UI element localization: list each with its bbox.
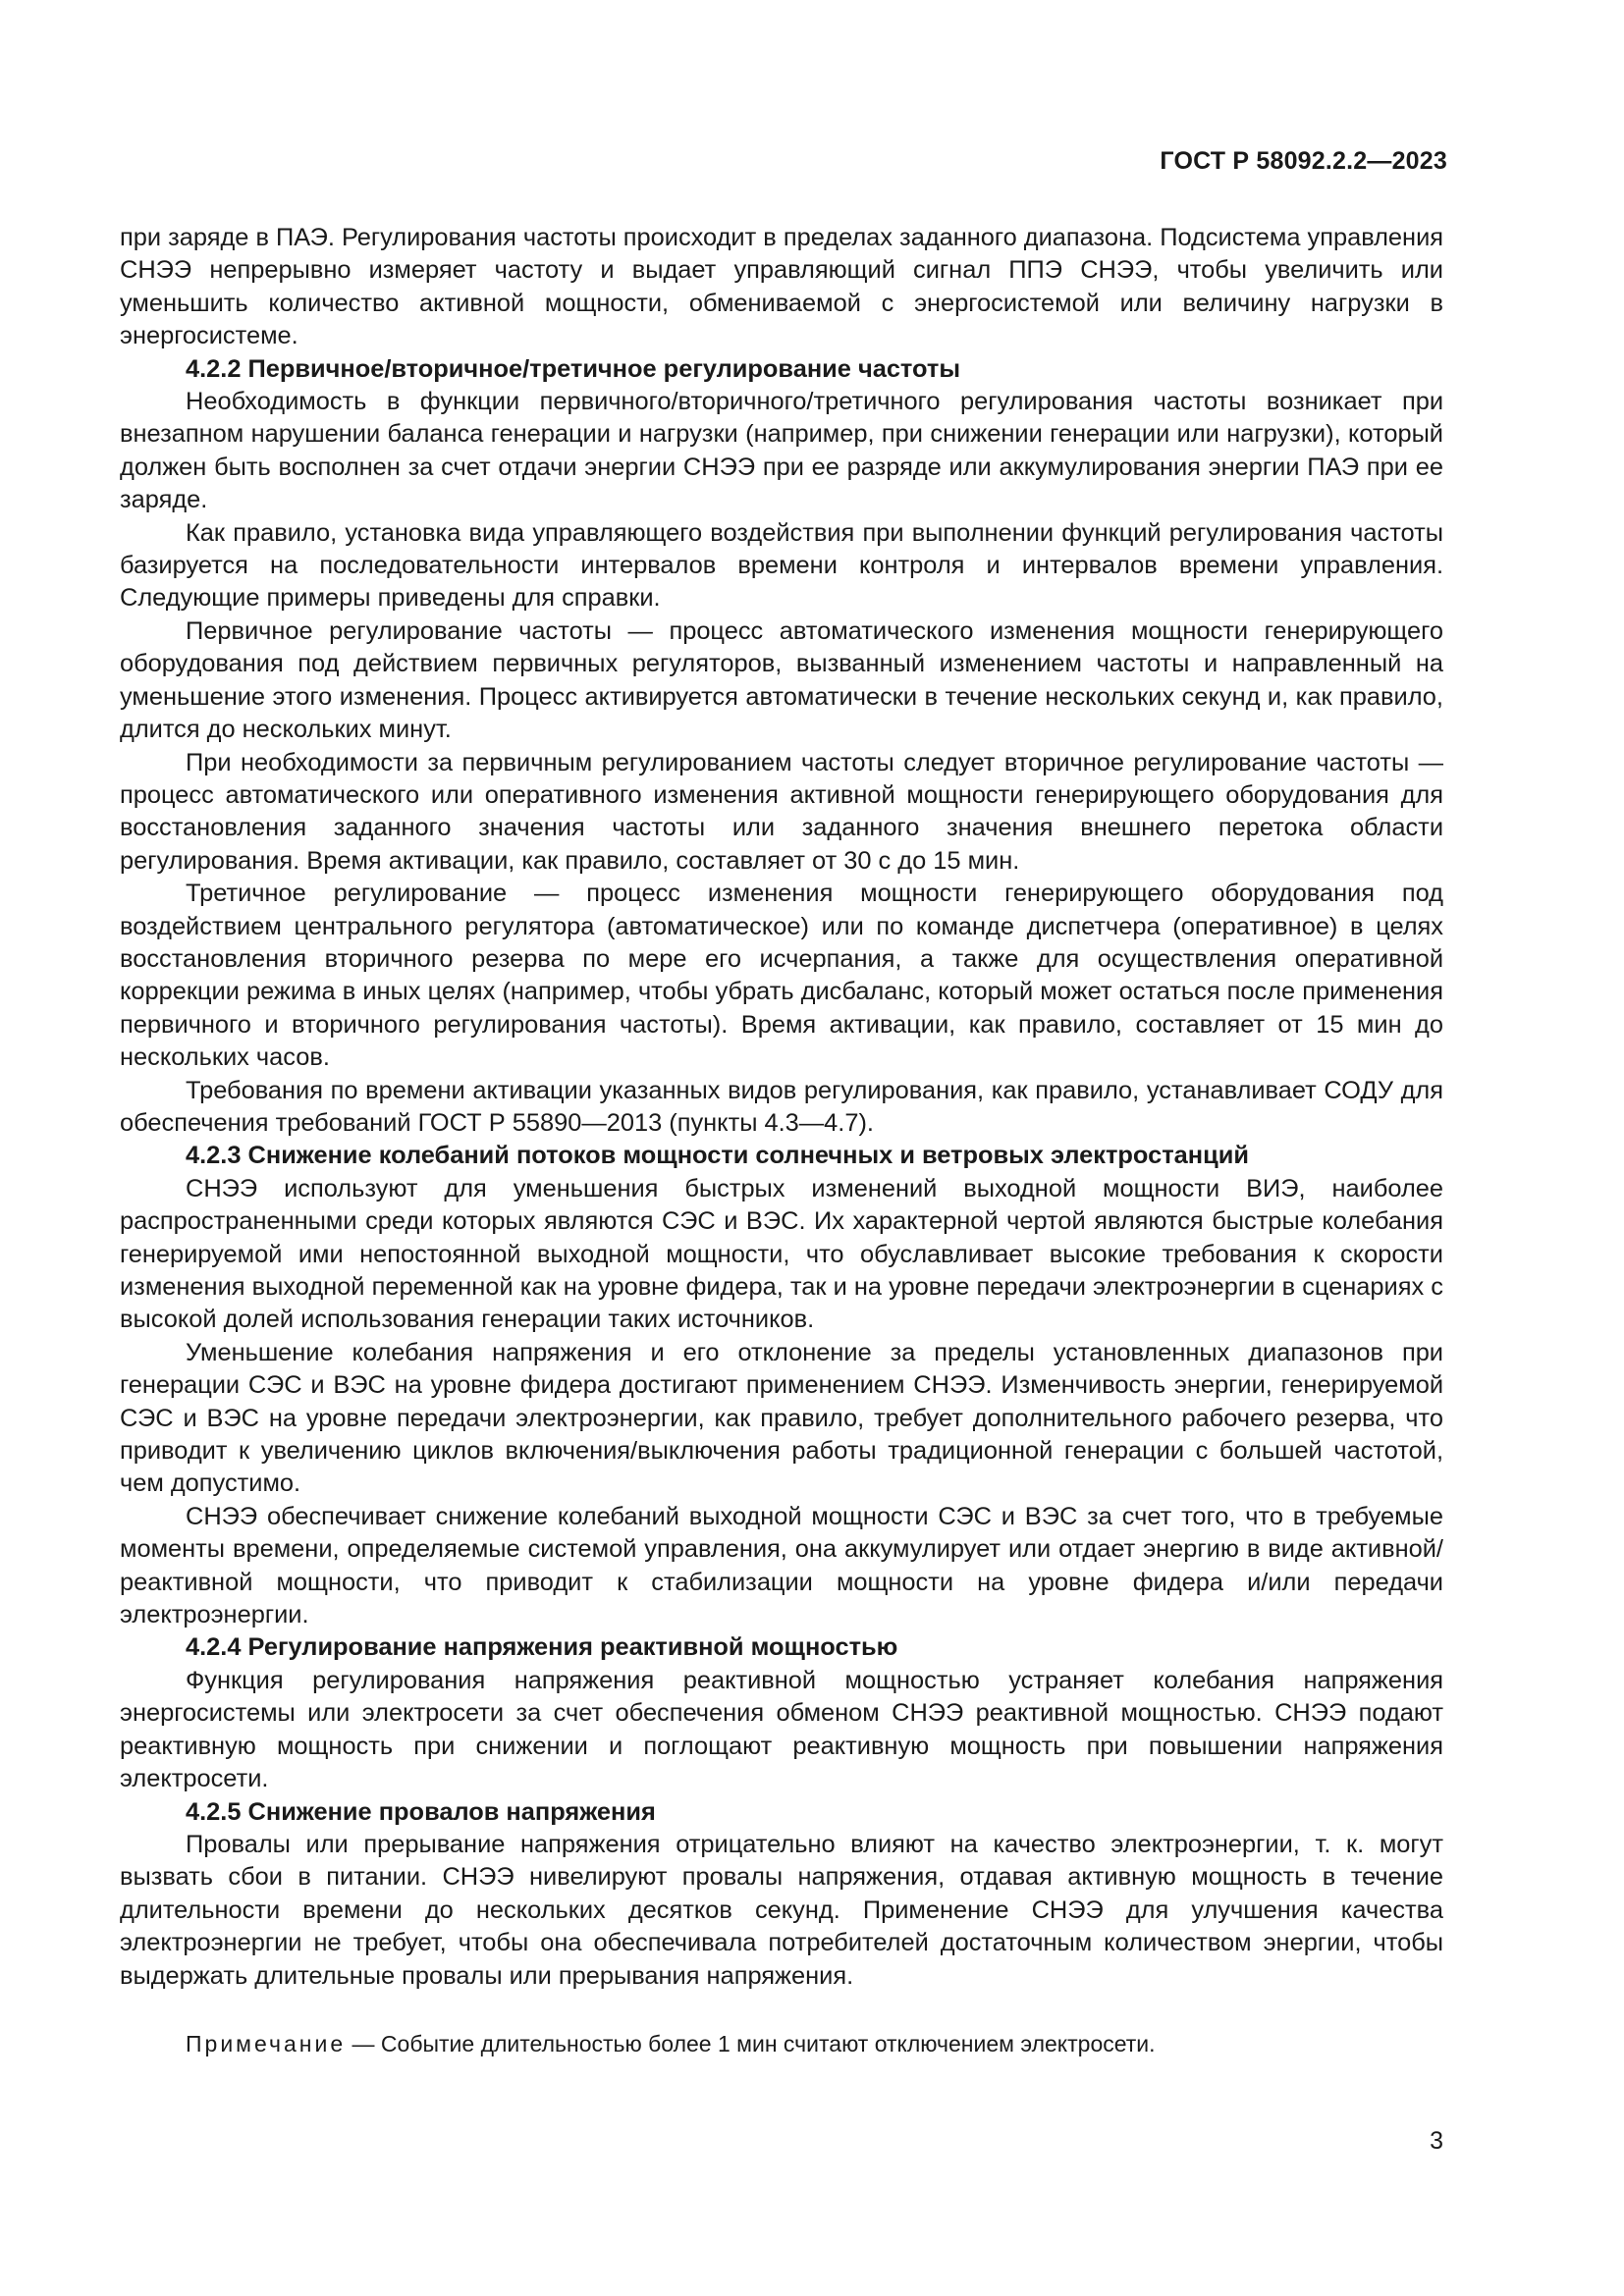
paragraph: Требования по времени активации указанных видов регулирования, как правило, устанавливает СОДУ для обеспечения требований ГОСТ Р 55890—2013 (пункты 4.3—4.7).: [120, 1076, 1443, 1137]
note-label: Примечание: [186, 2031, 347, 2056]
paragraph: Необходимость в функции первичного/вторичного/третичного регулирования частоты возникает при внезапном нарушении баланса генерации и нагрузки (например, при снижении генерации или нагрузки), который должен быть восполнен за счет отдачи энергии СНЭЭ при ее разряде или аккумулирования энергии ПАЭ при ее заряде.: [120, 388, 1443, 514]
paragraph: Провалы или прерывание напряжения отрицательно влияют на качество электроэнергии, т. к. могут вызвать сбои в питании. СНЭЭ нивелируют провалы напряжения, отдавая активную мощность в течение длительности времени до нескольких десятков секунд. Применение СНЭЭ для улучшения качества электроэнергии не требует, чтобы она обеспечивала потребителей достаточным количеством энергии, чтобы выдержать длительные провалы или прерывания напряжения.: [120, 1830, 1443, 1990]
section-heading-4-2-2: 4.2.2 Первичное/вторичное/третичное регулирование частоты: [186, 354, 961, 383]
section-heading-4-2-4: 4.2.4 Регулирование напряжения реактивной мощностью: [186, 1633, 898, 1662]
note-text: — Событие длительностью более 1 мин считают отключением электросети.: [346, 2031, 1156, 2056]
document-body: [120, 222, 1443, 1993]
paragraph-continuation: при заряде в ПАЭ. Регулирования частоты происходит в пределах заданного диапазона. Подсистема управления СНЭЭ непрерывно измеряет частоту и выдает управляющий сигнал ППЭ СНЭЭ, чтобы увеличить или уменьшить количество активной мощности, обмениваемой с энергосистемой или величину нагрузки в энергосистеме.: [120, 224, 1444, 350]
section-heading-4-2-3: 4.2.3 Снижение колебаний потоков мощности солнечных и ветровых электростанций: [186, 1142, 1249, 1170]
paragraph: Первичное регулирование частоты — процесс автоматического изменения мощности генерирующего оборудования под действием первичных регуляторов, вызванный изменением частоты и направленный на уменьшение этого изменения. Процесс активируется автоматически в течение нескольких секунд и, как правило, длится до нескольких минут.: [120, 616, 1443, 744]
page-number: 3: [1430, 2127, 1443, 2155]
section-heading-4-2-5: 4.2.5 Снижение провалов напряжения: [186, 1797, 656, 1826]
paragraph: СНЭЭ обеспечивает снижение колебаний выходной мощности СЭС и ВЭС за счет того, что в требуемые моменты времени, определяемые системой управления, она аккумулирует или отдает энергию в виде активной/реактивной мощности, что приводит к стабилизации мощности на уровне фидера и/или передачи электроэнергии.: [120, 1502, 1443, 1629]
paragraph: Функция регулирования напряжения реактивной мощностью устраняет колебания напряжения энергосистемы или электросети за счет обеспечения обменом СНЭЭ реактивной мощностью. СНЭЭ подают реактивную мощность при снижении и поглощают реактивную мощность при повышении напряжения электросети.: [120, 1666, 1443, 1793]
note: [186, 2029, 1462, 2058]
document-code: ГОСТ Р 58092.2.2—2023: [1160, 147, 1447, 175]
paragraph: СНЭЭ используют для уменьшения быстрых изменений выходной мощности ВИЭ, наиболее распространенными среди которых являются СЭС и ВЭС. Их характерной чертой являются быстрые колебания генерируемой ими непостоянной выходной мощности, что обуславливает высокие требования к скорости изменения выходной переменной как на уровне фидера, так и на уровне передачи электроэнергии в сценариях с высокой долей использования генерации таких источников.: [120, 1174, 1443, 1334]
paragraph: Уменьшение колебания напряжения и его отклонение за пределы установленных диапазонов при генерации СЭС и ВЭС на уровне фидера достигают применением СНЭЭ. Изменчивость энергии, генерируемой СЭС и ВЭС на уровне передачи электроэнергии, как правило, требует дополнительного рабочего резерва, что приводит к увеличению циклов включения/выключения работы традиционной генерации с большей частотой, чем допустимо.: [120, 1338, 1443, 1498]
paragraph: Третичное регулирование — процесс изменения мощности генерирующего оборудования под воздействием центрального регулятора (автоматическое) или по команде диспетчера (оперативное) в целях восстановления вторичного резерва по мере его исчерпания, а также для осуществления оперативной коррекции режима в иных целях (например, чтобы убрать дисбаланс, который может остаться после применения первичного и вторичного регулирования частоты). Время активации, как правило, составляет от 15 мин до нескольких часов.: [120, 880, 1443, 1072]
paragraph: Как правило, установка вида управляющего воздействия при выполнении функций регулирования частоты базируется на последовательности интервалов времени контроля и интервалов времени управления. Следующие примеры приведены для справки.: [120, 518, 1443, 613]
paragraph: При необходимости за первичным регулированием частоты следует вторичное регулирование частоты — процесс автоматического или оперативного изменения активной мощности генерирующего оборудования для восстановления заданного значения частоты или заданного значения внешнего перетока области регулирования. Время активации, как правило, составляет от 30 с до 15 мин.: [120, 748, 1443, 875]
